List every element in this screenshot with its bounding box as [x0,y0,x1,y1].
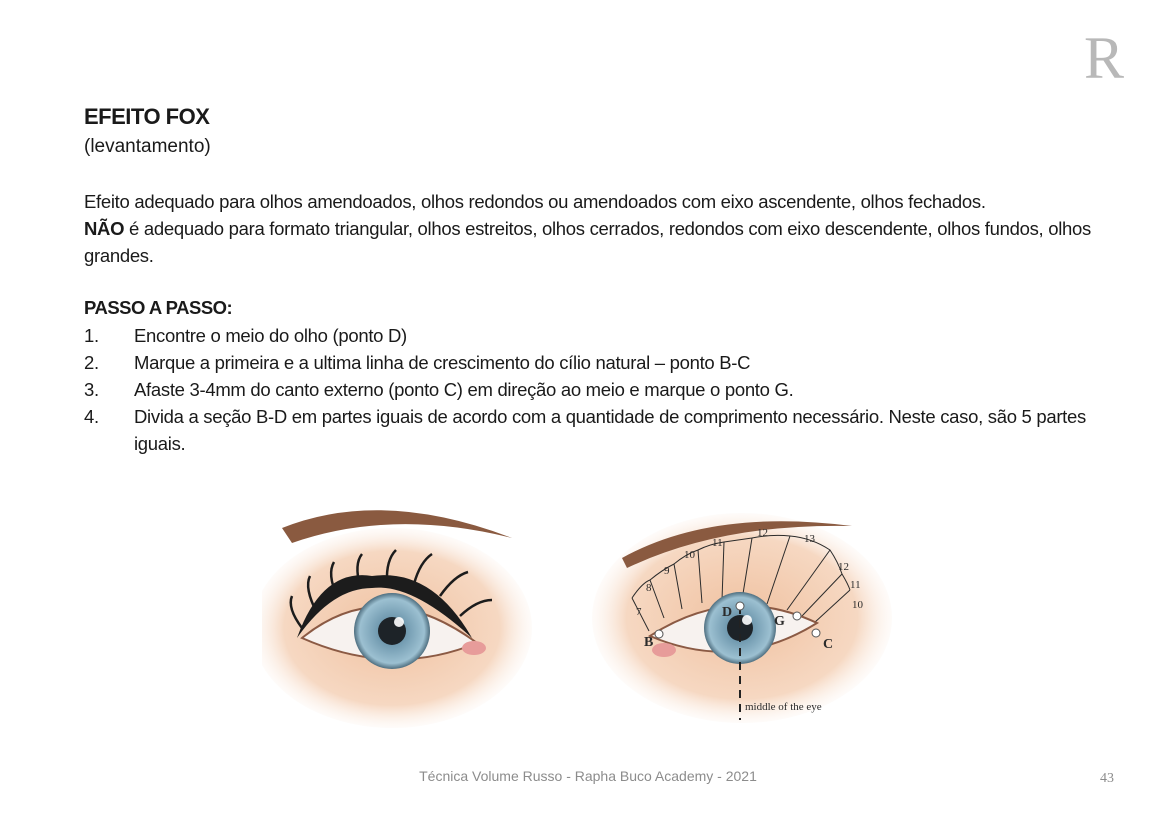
page-number: 43 [1100,771,1114,786]
point-g-label: G [774,614,785,629]
length-label: 7 [636,606,642,618]
point-c-label: C [823,637,834,652]
point-b-label: B [644,635,654,650]
intro-paragraph [84,188,1094,269]
length-label: 8 [646,582,652,594]
length-label: 10 [684,549,695,561]
middle-of-eye-label: middle of the eye [745,701,822,713]
step-item [84,376,1094,403]
point-d-label: D [722,605,733,620]
length-label: 9 [664,565,670,577]
step-text: Divida a seção B-D em partes iguais de acordo com a quantidade de comprimento necessário. Neste caso, são 5 partes iguais. [134,406,1086,454]
steps-list [84,322,1094,457]
length-label: 12 [757,527,768,539]
length-label: 13 [804,533,815,545]
step-text: Afaste 3-4mm do canto externo (ponto C) em direção ao meio e marque o ponto G. [134,379,794,400]
steps-heading: PASSO A PASSO: [84,297,233,318]
length-label: 10 [852,599,863,611]
step-item [84,403,1094,457]
step-text: Encontre o meio do olho (ponto D) [134,325,407,346]
step-item [84,349,1094,376]
intro-line-2: é adequado para formato triangular, olhos estreitos, olhos cerrados, redondos com eixo descendente, olhos fundos, olhos grandes. [84,218,1091,266]
length-label: 11 [850,579,861,591]
step-item [84,322,1094,349]
page-title: EFEITO FOX [84,104,210,129]
length-label: 11 [712,537,723,549]
step-number: 4. [84,406,99,427]
page-subtitle: (levantamento) [84,136,211,157]
length-label: 12 [838,561,849,573]
intro-not-word: NÃO [84,218,125,239]
footer-text: Técnica Volume Russo - Rapha Buco Academy - 2021 [419,768,757,784]
step-number: 3. [84,379,99,400]
intro-line-1: Efeito adequado para olhos amendoados, olhos redondos ou amendoados com eixo ascendente, olhos fechados. [84,191,986,212]
step-text: Marque a primeira e a ultima linha de crescimento do cílio natural – ponto B-C [134,352,751,373]
left-eye [262,510,532,728]
right-eye-diagram [592,513,892,723]
step-number: 2. [84,352,99,373]
fox-eye-illustration [262,488,892,728]
brand-logo: R [1084,25,1119,91]
step-number: 1. [84,325,99,346]
